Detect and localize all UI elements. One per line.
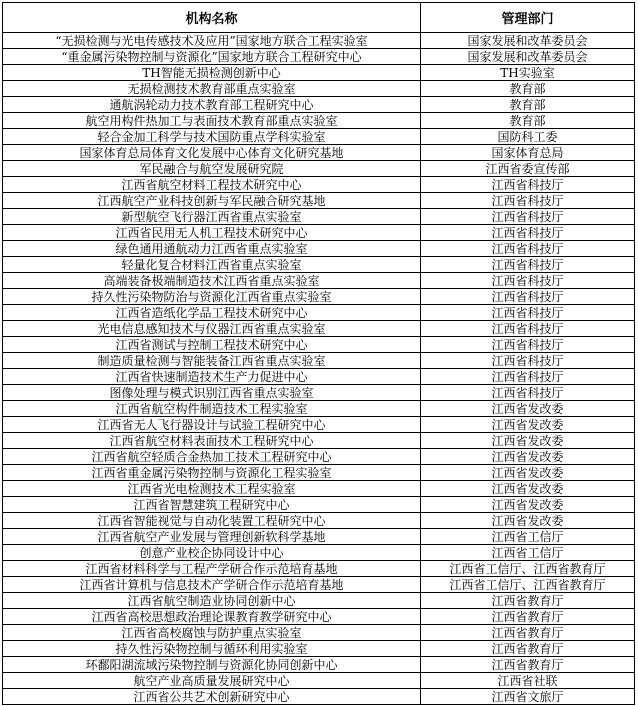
institution-name-cell: 持久性污染物控制与循环利用实验室 bbox=[3, 641, 421, 657]
table-row bbox=[3, 177, 635, 193]
department-cell: 教育部 bbox=[421, 97, 635, 113]
table-row bbox=[3, 401, 635, 417]
table-row bbox=[3, 593, 635, 609]
institution-name-cell: 国家体育总局体育文化发展中心体育文化研究基地 bbox=[3, 145, 421, 161]
institution-name-cell: 航空产业高质量发展研究中心 bbox=[3, 673, 421, 689]
table-row bbox=[3, 369, 635, 385]
institution-table bbox=[2, 2, 635, 705]
institution-name-cell: 江西省材料科学与工程产学研合作示范培育基地 bbox=[3, 561, 421, 577]
department-cell: 江西省发改委 bbox=[421, 497, 635, 513]
department-cell: 江西省教育厅 bbox=[421, 625, 635, 641]
department-cell: 教育部 bbox=[421, 81, 635, 97]
department-cell: 江西省科技厅 bbox=[421, 193, 635, 209]
column-header-department: 管理部门 bbox=[421, 3, 635, 33]
department-cell: 江西省教育厅 bbox=[421, 609, 635, 625]
institution-name-cell: 轻量化复合材料江西省重点实验室 bbox=[3, 257, 421, 273]
table-row bbox=[3, 225, 635, 241]
institution-name-cell: 江西省航空构件制造技术工程实验室 bbox=[3, 401, 421, 417]
department-cell: 江西省委宣传部 bbox=[421, 161, 635, 177]
institution-name-cell: 江西省高校腐蚀与防护重点实验室 bbox=[3, 625, 421, 641]
table-row bbox=[3, 433, 635, 449]
institution-name-cell: 江西省造纸化学品工程技术研究中心 bbox=[3, 305, 421, 321]
table-row bbox=[3, 497, 635, 513]
institution-name-cell: 创意产业校企协同设计中心 bbox=[3, 545, 421, 561]
institution-name-cell: 绿色通用通航动力江西省重点实验室 bbox=[3, 241, 421, 257]
table-row bbox=[3, 673, 635, 689]
table-row bbox=[3, 321, 635, 337]
department-cell: TH实验室 bbox=[421, 65, 635, 81]
department-cell: 江西省科技厅 bbox=[421, 241, 635, 257]
department-cell: 江西省文旅厅 bbox=[421, 689, 635, 705]
institution-name-cell: 江西航空产业科技创新与军民融合研究基地 bbox=[3, 193, 421, 209]
table-row bbox=[3, 145, 635, 161]
department-cell: 江西省科技厅 bbox=[421, 321, 635, 337]
table-row bbox=[3, 257, 635, 273]
department-cell: 江西省工信厅 bbox=[421, 545, 635, 561]
table-row bbox=[3, 305, 635, 321]
table-row bbox=[3, 273, 635, 289]
department-cell: 江西省科技厅 bbox=[421, 289, 635, 305]
department-cell: 江西省科技厅 bbox=[421, 257, 635, 273]
department-cell: 教育部 bbox=[421, 113, 635, 129]
table-row bbox=[3, 545, 635, 561]
department-cell: 国家发展和改革委员会 bbox=[421, 49, 635, 65]
institution-name-cell: 江西省民用无人机工程技术研究中心 bbox=[3, 225, 421, 241]
institution-name-cell: 高端装备极端制造技术江西省重点实验室 bbox=[3, 273, 421, 289]
institution-name-cell: 江西省航空材料表面技术工程研究中心 bbox=[3, 433, 421, 449]
institution-name-cell: “重金属污染物控制与资源化”国家地方联合工程研究中心 bbox=[3, 49, 421, 65]
department-cell: 江西省科技厅 bbox=[421, 337, 635, 353]
table-row bbox=[3, 449, 635, 465]
department-cell: 江西省科技厅 bbox=[421, 225, 635, 241]
department-cell: 江西省工信厅、江西省教育厅 bbox=[421, 577, 635, 593]
department-cell: 国防科工委 bbox=[421, 129, 635, 145]
institution-name-cell: 江西省智能视觉与自动化装置工程研究中心 bbox=[3, 513, 421, 529]
institution-name-cell: 军民融合与航空发展研究院 bbox=[3, 161, 421, 177]
department-cell: 江西省发改委 bbox=[421, 465, 635, 481]
department-cell: 江西省教育厅 bbox=[421, 657, 635, 673]
institution-name-cell: 光电信息感知技术与仪器江西省重点实验室 bbox=[3, 321, 421, 337]
table-row bbox=[3, 33, 635, 49]
table-row bbox=[3, 625, 635, 641]
table-row bbox=[3, 113, 635, 129]
institution-name-cell: 江西省计算机与信息技术产学研合作示范培育基地 bbox=[3, 577, 421, 593]
department-cell: 江西省教育厅 bbox=[421, 593, 635, 609]
table-row bbox=[3, 65, 635, 81]
institution-name-cell: 江西省航空材料工程技术研究中心 bbox=[3, 177, 421, 193]
table-row bbox=[3, 97, 635, 113]
department-cell: 江西省科技厅 bbox=[421, 209, 635, 225]
table-row bbox=[3, 641, 635, 657]
institution-name-cell: 无损检测技术教育部重点实验室 bbox=[3, 81, 421, 97]
table-row bbox=[3, 561, 635, 577]
institution-name-cell: 图像处理与模式识别江西省重点实验室 bbox=[3, 385, 421, 401]
table-row bbox=[3, 81, 635, 97]
table-row bbox=[3, 193, 635, 209]
table-row bbox=[3, 161, 635, 177]
department-cell: 国家发展和改革委员会 bbox=[421, 33, 635, 49]
table-row bbox=[3, 353, 635, 369]
institution-name-cell: 江西省公共艺术创新研究中心 bbox=[3, 689, 421, 705]
department-cell: 江西省科技厅 bbox=[421, 369, 635, 385]
department-cell: 江西省科技厅 bbox=[421, 273, 635, 289]
department-cell: 江西省科技厅 bbox=[421, 305, 635, 321]
institution-name-cell: 轻合金加工科学与技术国防重点学科实验室 bbox=[3, 129, 421, 145]
table-row bbox=[3, 417, 635, 433]
department-cell: 江西省发改委 bbox=[421, 401, 635, 417]
table-row bbox=[3, 209, 635, 225]
institution-name-cell: 江西省测试与控制工程技术研究中心 bbox=[3, 337, 421, 353]
table-row bbox=[3, 513, 635, 529]
institution-name-cell: TH智能无损检测创新中心 bbox=[3, 65, 421, 81]
department-cell: 国家体育总局 bbox=[421, 145, 635, 161]
table-row bbox=[3, 289, 635, 305]
institution-name-cell: 通航涡轮动力技术教育部工程研究中心 bbox=[3, 97, 421, 113]
table-row bbox=[3, 689, 635, 705]
table-header-row bbox=[3, 3, 635, 33]
table-body bbox=[3, 33, 635, 705]
institution-name-cell: 江西省无人飞行器设计与试验工程研究中心 bbox=[3, 417, 421, 433]
table-row bbox=[3, 129, 635, 145]
table-row bbox=[3, 577, 635, 593]
table-row bbox=[3, 337, 635, 353]
institution-name-cell: 江西省快速制造技术生产力促进中心 bbox=[3, 369, 421, 385]
table-row bbox=[3, 385, 635, 401]
column-header-institution: 机构名称 bbox=[3, 3, 421, 33]
department-cell: 江西省科技厅 bbox=[421, 177, 635, 193]
institution-name-cell: 航空用构件热加工与表面技术教育部重点实验室 bbox=[3, 113, 421, 129]
institution-name-cell: 江西省航空产业发展与管理创新软科学基地 bbox=[3, 529, 421, 545]
table-row bbox=[3, 481, 635, 497]
department-cell: 江西省教育厅 bbox=[421, 641, 635, 657]
table-row bbox=[3, 241, 635, 257]
department-cell: 江西省科技厅 bbox=[421, 385, 635, 401]
institution-name-cell: 新型航空飞行器江西省重点实验室 bbox=[3, 209, 421, 225]
department-cell: 江西省发改委 bbox=[421, 433, 635, 449]
institution-name-cell: 制造质量检测与智能装备江西省重点实验室 bbox=[3, 353, 421, 369]
institution-name-cell: 江西省高校思想政治理论课教育教学研究中心 bbox=[3, 609, 421, 625]
department-cell: 江西省社联 bbox=[421, 673, 635, 689]
department-cell: 江西省发改委 bbox=[421, 417, 635, 433]
institution-name-cell: 环鄱阳湖流域污染物控制与资源化协同创新中心 bbox=[3, 657, 421, 673]
department-cell: 江西省科技厅 bbox=[421, 353, 635, 369]
department-cell: 江西省工信厅、江西省教育厅 bbox=[421, 561, 635, 577]
department-cell: 江西省发改委 bbox=[421, 481, 635, 497]
table-row bbox=[3, 529, 635, 545]
institution-name-cell: 江西省智慧建筑工程研究中心 bbox=[3, 497, 421, 513]
table-row bbox=[3, 609, 635, 625]
department-cell: 江西省发改委 bbox=[421, 449, 635, 465]
institution-name-cell: 江西省航空轻质合金热加工技术工程研究中心 bbox=[3, 449, 421, 465]
institution-name-cell: “无损检测与光电传感技术及应用”国家地方联合工程实验室 bbox=[3, 33, 421, 49]
institution-name-cell: 江西省航空制造业协同创新中心 bbox=[3, 593, 421, 609]
institution-name-cell: 江西省重金属污染物控制与资源化工程实验室 bbox=[3, 465, 421, 481]
table-row bbox=[3, 49, 635, 65]
institution-name-cell: 江西省光电检测技术工程实验室 bbox=[3, 481, 421, 497]
table-row bbox=[3, 657, 635, 673]
table-row bbox=[3, 465, 635, 481]
institution-name-cell: 持久性污染物防治与资源化江西省重点实验室 bbox=[3, 289, 421, 305]
department-cell: 江西省发改委 bbox=[421, 513, 635, 529]
department-cell: 江西省工信厅 bbox=[421, 529, 635, 545]
